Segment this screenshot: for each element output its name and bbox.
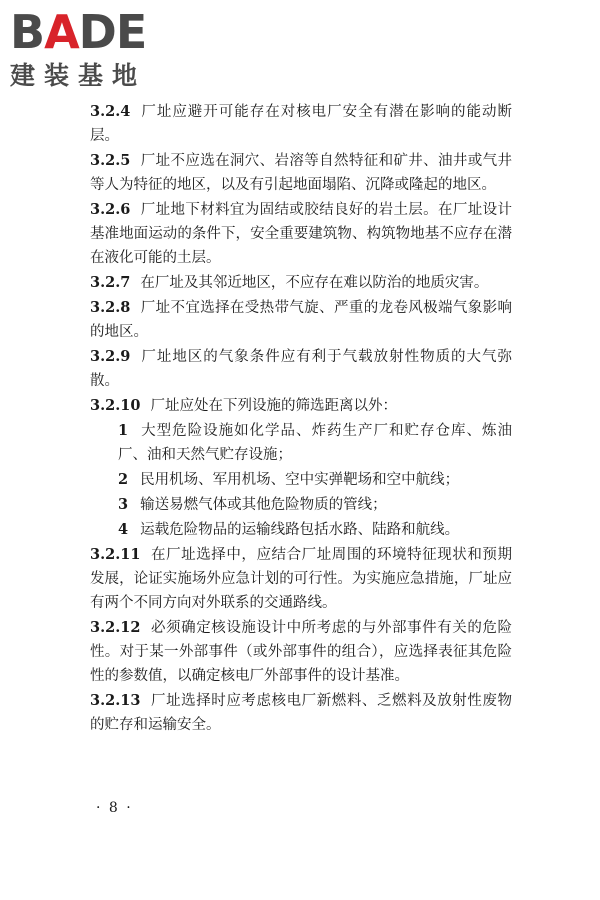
logo-subtitle: 建装基地 (10, 61, 147, 90)
list-item-number: 2 (118, 471, 129, 488)
logo-letters-de: DE (78, 5, 147, 59)
document-body (90, 100, 512, 738)
clause-number: 3.2.4 (90, 103, 131, 120)
clause-3-2-7 (90, 271, 512, 295)
clause-text: 厂址不应选在洞穴、岩溶等自然特征和矿井、油井或气井等人为特征的地区，以及有引起地面塌陷、沉降或隆起的地区。 (90, 153, 512, 193)
clause-text: 厂址地下材料宜为固结或胶结良好的岩土层。在厂址设计基准地面运动的条件下，安全重要建筑物、构筑物地基不应存在潜在液化可能的土层。 (90, 202, 512, 266)
clause-text: 厂址不宜选择在受热带气旋、严重的龙卷风极端气象影响的地区。 (90, 300, 512, 340)
clause-3-2-12 (90, 616, 512, 688)
list-item (90, 419, 512, 467)
logo-letter-a: A (44, 5, 79, 59)
clause-text: 在厂址选择中，应结合厂址周围的环境特征现状和预期发展，论证实施场外应急计划的可行性。为实施应急措施，厂址应有两个不同方向对外联系的交通路线。 (90, 547, 512, 611)
clause-text: 厂址选择时应考虑核电厂新燃料、乏燃料及放射性废物的贮存和运输安全。 (90, 693, 512, 733)
list-item-text: 输送易燃气体或其他危险物质的管线； (140, 497, 387, 513)
clause-3-2-4 (90, 100, 512, 148)
clause-text: 厂址应避开可能存在对核电厂安全有潜在影响的能动断层。 (90, 104, 512, 144)
clause-3-2-6 (90, 198, 512, 270)
list-item-text: 大型危险设施如化学品、炸药生产厂和贮存仓库、炼油厂、油和天然气贮存设施； (118, 423, 512, 463)
list-item (90, 468, 512, 492)
clause-3-2-5 (90, 149, 512, 197)
clause-number: 3.2.7 (90, 274, 131, 291)
list-item-number: 1 (118, 422, 129, 439)
list-item-text: 运载危险物品的运输线路包括水路、陆路和航线。 (140, 522, 460, 538)
list-item-number: 3 (118, 496, 129, 513)
clause-3-2-8 (90, 296, 512, 344)
clause-number: 3.2.11 (90, 546, 141, 563)
clause-3-2-11 (90, 543, 512, 615)
clause-number: 3.2.6 (90, 201, 131, 218)
list-item (90, 518, 512, 542)
clause-3-2-13 (90, 689, 512, 737)
clause-number: 3.2.10 (90, 397, 141, 414)
clause-text: 在厂址及其邻近地区，不应存在难以防治的地质灾害。 (140, 275, 489, 291)
clause-text: 必须确定核设施设计中所考虑的与外部事件有关的危险性。对于某一外部事件（或外部事件的组合），应选择表征其危险性的参数值，以确定核电厂外部事件的设计基准。 (90, 620, 512, 684)
page-number: · 8 · (96, 800, 133, 816)
list-item (90, 493, 512, 517)
clause-number: 3.2.5 (90, 152, 131, 169)
clause-3-2-9 (90, 345, 512, 393)
clause-text: 厂址地区的气象条件应有利于气载放射性物质的大气弥散。 (90, 349, 512, 389)
logo-letter-b: B (10, 5, 45, 59)
clause-3-2-10 (90, 394, 512, 418)
clause-text: 厂址应处在下列设施的筛选距离以外： (150, 398, 397, 414)
list-item-number: 4 (118, 521, 129, 538)
clause-number: 3.2.13 (90, 692, 141, 709)
clause-number: 3.2.9 (90, 348, 131, 365)
clause-number: 3.2.12 (90, 619, 141, 636)
list-item-text: 民用机场、军用机场、空中实弹靶场和空中航线； (140, 472, 460, 488)
bade-logo (10, 6, 180, 96)
logo-wordmark (10, 6, 180, 58)
clause-number: 3.2.8 (90, 299, 131, 316)
